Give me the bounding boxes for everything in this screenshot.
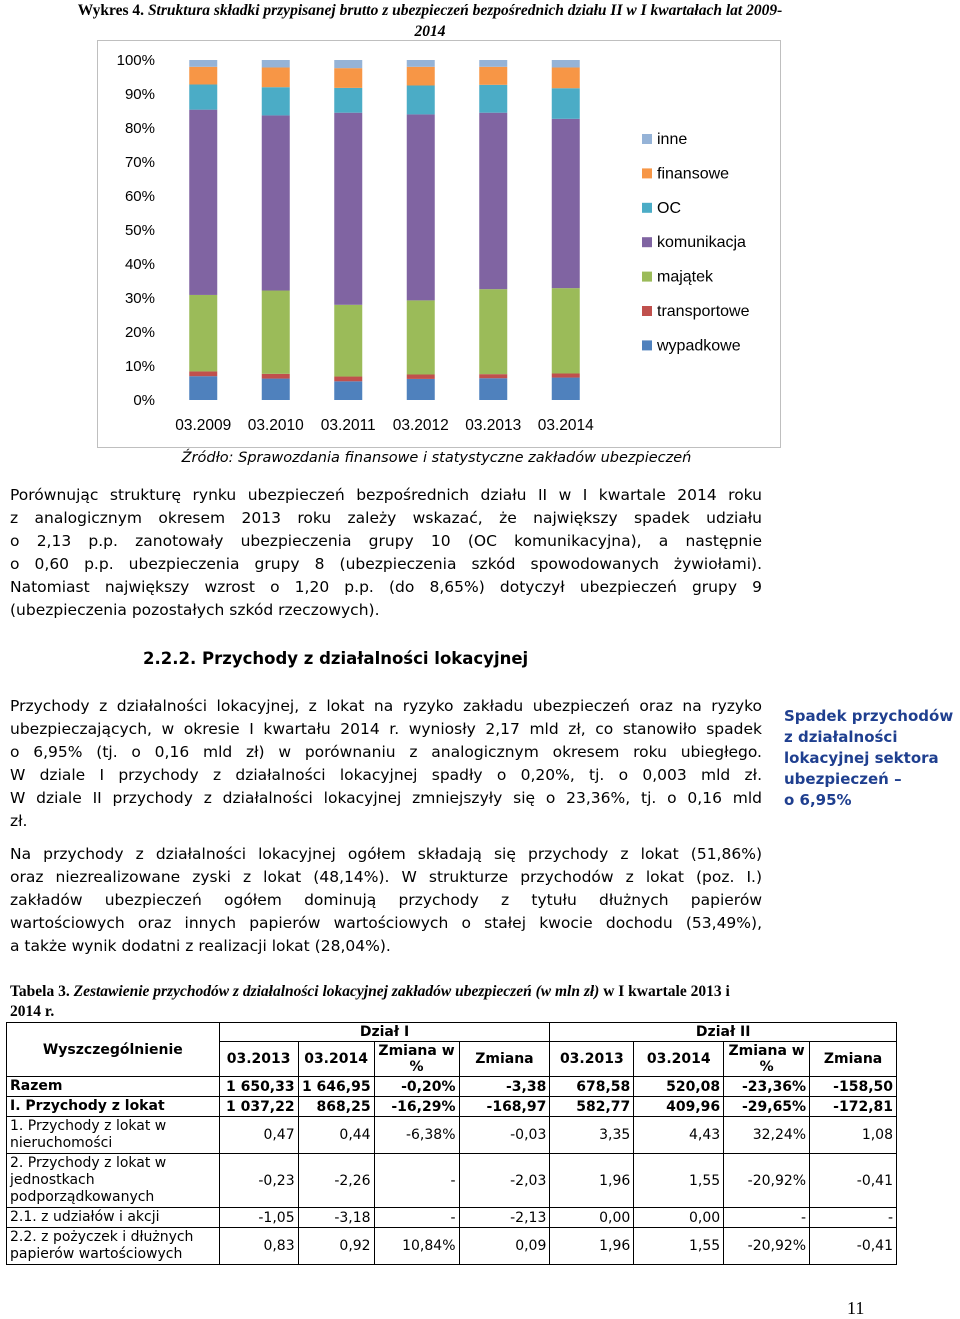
legend-label: wypadkowe — [657, 337, 741, 355]
table-cell: -0,20% — [374, 1077, 459, 1097]
table-cell: 0,47 — [219, 1117, 298, 1154]
bar-segment-finansowe — [407, 67, 435, 86]
y-tick-label: 80% — [124, 120, 155, 137]
bar-segment-finansowe — [552, 67, 580, 88]
margin-note — [784, 706, 960, 811]
table-cell: 0,00 — [634, 1208, 724, 1228]
y-tick-label: 0% — [133, 392, 155, 409]
paragraph1-line: Natomiast największy wzrost o 1,20 p.p. (do 8,65%) dotyczył ubezpieczeń grupy 9 — [10, 578, 762, 596]
table-title-text: Zestawienie przychodów z działalności lokacyjnej zakładów ubezpieczeń (w mln zł) — [73, 983, 600, 1000]
table-cell: -168,97 — [459, 1097, 550, 1117]
row-label: I. Przychody z lokat — [7, 1097, 220, 1117]
row-label: 2.2. z pożyczek i dłużnych papierów wartościowych — [7, 1228, 220, 1265]
paragraph2-line: W dziale I przychody z działalności lokacyjnej spadły o 0,20%, tj. o 0,003 mld zł. — [10, 766, 762, 784]
bar-segment-OC — [334, 88, 362, 113]
table-cell: - — [374, 1208, 459, 1228]
page-number: 11 — [847, 1298, 865, 1318]
table-cell: -3,38 — [459, 1077, 550, 1097]
bar-segment-transportowe — [262, 374, 290, 379]
table-cell: 0,09 — [459, 1228, 550, 1265]
bar-segment-majątek — [189, 295, 217, 372]
table-cell: 4,43 — [634, 1117, 724, 1154]
table-cell: -0,23 — [219, 1154, 298, 1208]
table-cell: 1 646,95 — [298, 1077, 374, 1097]
table-cell: -2,26 — [298, 1154, 374, 1208]
subheader-cell: Zmiana — [810, 1042, 897, 1077]
table-cell: 10,84% — [374, 1228, 459, 1265]
table-cell: -20,92% — [724, 1228, 810, 1265]
paragraph-income-structure — [10, 843, 762, 958]
figure-title-line1: Struktura składki przypisanej brutto z ubezpieczeń bezpośrednich działu II w I kwartałach lat 2009- — [147, 2, 783, 19]
legend-swatch — [642, 134, 652, 144]
paragraph2-line: ubezpieczających, w okresie I kwartału 2014 r. wyniosły 2,17 mld zł, co stanowiło spadek — [10, 720, 762, 738]
table-title — [10, 982, 870, 1022]
table-cell: -1,05 — [219, 1208, 298, 1228]
table-cell: 1,55 — [634, 1154, 724, 1208]
bar-segment-majątek — [262, 291, 290, 374]
bar-segment-transportowe — [479, 374, 507, 378]
figure-title — [10, 0, 850, 42]
row-label: 2. Przychody z lokat w jednostkach podporządkowanych — [7, 1154, 220, 1208]
table-cell: 1 037,22 — [219, 1097, 298, 1117]
section-heading: 2.2.2. Przychody z działalności lokacyjnej — [143, 649, 529, 668]
bar-segment-komunikacja — [334, 113, 362, 305]
paragraph1-line: o 2,13 p.p. zanotowały ubezpieczenia grupy 10 (OC komunikacyjna), a następnie — [10, 532, 762, 550]
table-row — [7, 1097, 897, 1117]
y-tick-label: 10% — [124, 358, 155, 375]
x-tick-label: 03.2014 — [537, 417, 594, 434]
bar-segment-transportowe — [407, 375, 435, 379]
y-tick-label: 20% — [124, 324, 155, 341]
paragraph3-line: zakładów ubezpieczeń ogółem dominują przychody z tytułu dłużnych papierów — [10, 891, 762, 909]
table-cell: 3,35 — [550, 1117, 634, 1154]
bar-segment-inne — [262, 60, 290, 67]
bar-segment-OC — [552, 88, 580, 119]
y-tick-label: 60% — [124, 188, 155, 205]
table-cell: -29,65% — [724, 1097, 810, 1117]
table-cell: 1,55 — [634, 1228, 724, 1265]
paragraph2-line: o 6,95% (tj. o 0,16 mld zł) w porównaniu z analogicznym okresem roku ubiegłego. — [10, 743, 762, 761]
table-cell: -0,41 — [810, 1154, 897, 1208]
legend-swatch — [642, 237, 652, 247]
table-cell: 678,58 — [550, 1077, 634, 1097]
subheader-cell: 03.2014 — [634, 1042, 724, 1077]
paragraph1-line: z analogicznym okresem 2013 roku zależy wskazać, że największy spadek udziału — [10, 509, 762, 527]
table-cell: -158,50 — [810, 1077, 897, 1097]
paragraph1-line: Porównując strukturę rynku ubezpieczeń bezpośrednich działu II w I kwartale 2014 roku — [10, 486, 762, 504]
figure-title-line2: 2014 — [414, 23, 446, 40]
subheader-cell: 03.2013 — [550, 1042, 634, 1077]
bar-segment-finansowe — [479, 67, 507, 85]
table-cell: -3,18 — [298, 1208, 374, 1228]
bar-segment-komunikacja — [552, 119, 580, 288]
table-row — [7, 1228, 897, 1265]
bar-segment-finansowe — [262, 67, 290, 87]
table-cell: - — [810, 1208, 897, 1228]
bar-segment-finansowe — [334, 68, 362, 88]
row-label: Razem — [7, 1077, 220, 1097]
bar-segment-komunikacja — [262, 115, 290, 290]
subheader-cell: Zmiana w % — [374, 1042, 459, 1077]
figure-source: Źródło: Sprawozdania finansowe i statystyczne zakładów ubezpieczeń — [181, 450, 692, 466]
table-cell: -172,81 — [810, 1097, 897, 1117]
table-cell: 1 650,33 — [219, 1077, 298, 1097]
bar-segment-majątek — [479, 289, 507, 374]
legend-swatch — [642, 340, 652, 350]
stacked-bar-chart — [97, 40, 781, 448]
header-dzial-1: Dział I — [219, 1023, 550, 1042]
margin-note-line: z działalności — [784, 728, 898, 746]
x-tick-label: 03.2010 — [247, 417, 304, 434]
paragraph1-line: o 0,60 p.p. ubezpieczenia grupy 8 (ubezpieczenia szkód spowodowanych żywiołami). — [10, 555, 762, 573]
paragraph2-line: zł. — [10, 812, 28, 830]
y-tick-label: 30% — [124, 290, 155, 307]
margin-note-line: lokacyjnej sektora — [784, 749, 939, 767]
table-cell: 0,00 — [550, 1208, 634, 1228]
x-tick-label: 03.2012 — [392, 417, 449, 434]
table-cell: -0,03 — [459, 1117, 550, 1154]
y-tick-label: 50% — [124, 222, 155, 239]
investment-income-table — [6, 1022, 897, 1265]
table-cell: 0,92 — [298, 1228, 374, 1265]
paragraph1-line: (ubezpieczenia pozostałych szkód rzeczowych). — [10, 601, 380, 619]
table-cell: -23,36% — [724, 1077, 810, 1097]
bar-segment-OC — [189, 84, 217, 109]
bar-segment-komunikacja — [189, 110, 217, 295]
table-cell: 0,83 — [219, 1228, 298, 1265]
bar-segment-transportowe — [334, 377, 362, 382]
bar-segment-inne — [552, 60, 580, 67]
bar-segment-OC — [407, 86, 435, 115]
legend-label: komunikacja — [657, 234, 746, 252]
paragraph3-line: oraz niezrealizowane zyski z lokat (48,14%). W strukturze przychodów z lokat (poz. I.) — [10, 868, 762, 886]
margin-note-line: ubezpieczeń – — [784, 770, 902, 788]
legend-swatch — [642, 168, 652, 178]
figure-label: Wykres 4. — [77, 2, 145, 19]
paragraph3-line: a także wynik dodatni z realizacji lokat (28,04%). — [10, 937, 391, 955]
bar-segment-inne — [407, 60, 435, 67]
bar-segment-wypadkowe — [407, 379, 435, 400]
subheader-cell: Zmiana w % — [724, 1042, 810, 1077]
paragraph-structure-comparison — [10, 484, 762, 622]
bar-segment-komunikacja — [479, 113, 507, 289]
x-tick-label: 03.2011 — [320, 417, 376, 434]
table-cell: 520,08 — [634, 1077, 724, 1097]
table-row — [7, 1208, 897, 1228]
legend-label: inne — [657, 131, 688, 148]
bar-segment-inne — [479, 60, 507, 67]
paragraph3-line: Na przychody z działalności lokacyjnej ogółem składają się przychody z lokat (51,86%) — [10, 845, 762, 863]
table-cell: 582,77 — [550, 1097, 634, 1117]
y-tick-label: 100% — [116, 52, 155, 69]
table-cell: -6,38% — [374, 1117, 459, 1154]
bar-segment-OC — [262, 87, 290, 115]
bar-segment-komunikacja — [407, 114, 435, 300]
table-title-tail: w I kwartale 2013 i — [603, 983, 730, 1000]
legend-label: finansowe — [657, 165, 730, 183]
bar-segment-transportowe — [189, 371, 217, 376]
table-cell: 1,08 — [810, 1117, 897, 1154]
subheader-cell: Zmiana — [459, 1042, 550, 1077]
legend-swatch — [642, 306, 652, 316]
table-cell: -2,13 — [459, 1208, 550, 1228]
bar-segment-wypadkowe — [189, 376, 217, 400]
table-cell: - — [374, 1154, 459, 1208]
bar-segment-wypadkowe — [479, 378, 507, 400]
bar-segment-inne — [189, 60, 217, 67]
table-cell: - — [724, 1208, 810, 1228]
bar-segment-wypadkowe — [334, 381, 362, 400]
bar-segment-inne — [334, 60, 362, 68]
legend-label: majątek — [657, 268, 714, 286]
legend-label: transportowe — [657, 303, 750, 320]
bar-segment-majątek — [407, 300, 435, 374]
table-body — [7, 1077, 897, 1265]
y-tick-label: 90% — [124, 86, 155, 103]
header-dzial-2: Dział II — [550, 1023, 897, 1042]
x-tick-label: 03.2009 — [175, 417, 232, 434]
bar-segment-finansowe — [189, 67, 217, 85]
margin-note-line: Spadek przychodów — [784, 707, 954, 725]
table-cell: 1,96 — [550, 1154, 634, 1208]
table-cell: -0,41 — [810, 1228, 897, 1265]
header-description: Wyszczególnienie — [7, 1023, 220, 1077]
table-row — [7, 1077, 897, 1097]
paragraph3-line: wartościowych oraz innych papierów wartościowych o stałej kwocie dochodu (53,49%), — [10, 914, 762, 932]
legend-swatch — [642, 272, 652, 282]
table-label: Tabela 3. — [10, 983, 70, 1000]
subheader-cell: 03.2014 — [298, 1042, 374, 1077]
margin-note-line: o 6,95% — [784, 791, 852, 809]
table-cell: 0,44 — [298, 1117, 374, 1154]
bar-segment-majątek — [552, 288, 580, 373]
legend-swatch — [642, 203, 652, 213]
bar-segment-OC — [479, 85, 507, 113]
paragraph-investment-income — [10, 695, 762, 833]
x-tick-label: 03.2013 — [465, 417, 522, 434]
legend-label: OC — [657, 199, 681, 217]
subheader-cell: 03.2013 — [219, 1042, 298, 1077]
bar-segment-wypadkowe — [552, 378, 580, 400]
table-cell: -16,29% — [374, 1097, 459, 1117]
table-cell: 32,24% — [724, 1117, 810, 1154]
table-cell: -20,92% — [724, 1154, 810, 1208]
row-label: 2.1. z udziałów i akcji — [7, 1208, 220, 1228]
table-title-line2: 2014 r. — [10, 1003, 55, 1020]
bar-segment-wypadkowe — [262, 379, 290, 400]
y-tick-label: 70% — [124, 154, 155, 171]
paragraph2-line: Przychody z działalności lokacyjnej, z lokat na ryzyko zakładu ubezpieczeń oraz na ryzyko — [10, 697, 762, 715]
paragraph2-line: W dziale II przychody z działalności lokacyjnej zmniejszyły się o 23,36%, tj. o 0,16 mld — [10, 789, 762, 807]
table-cell: -2,03 — [459, 1154, 550, 1208]
bar-segment-transportowe — [552, 373, 580, 377]
table-row — [7, 1117, 897, 1154]
table-cell: 868,25 — [298, 1097, 374, 1117]
table-cell: 1,96 — [550, 1228, 634, 1265]
bar-segment-majątek — [334, 305, 362, 377]
y-tick-label: 40% — [124, 256, 155, 273]
table-cell: 409,96 — [634, 1097, 724, 1117]
table-row — [7, 1154, 897, 1208]
row-label: 1. Przychody z lokat w nieruchomości — [7, 1117, 220, 1154]
